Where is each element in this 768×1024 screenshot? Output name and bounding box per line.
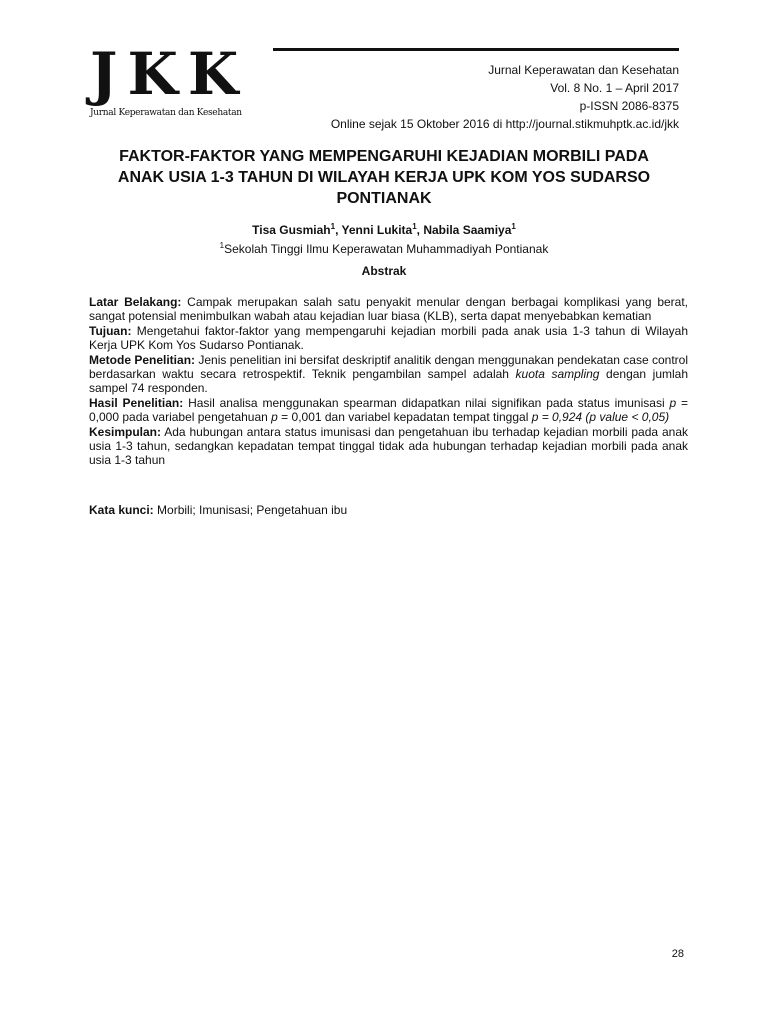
header-rule (273, 48, 679, 51)
article-title (80, 146, 688, 209)
journal-info (331, 61, 679, 133)
author-name: Yenni Lukita (341, 223, 413, 237)
section-italic: kuota sampling (515, 367, 600, 382)
section-text: Campak merupakan salah satu penyakit menular dengan berbagai komplikasi yang berat, sangat potensial menimbulkan wabah atau kejadian luar biasa (KLB), serta dapat menyebabkan kematian (89, 295, 688, 324)
logo-subtitle: Jurnal Keperawatan dan Kesehatan (90, 108, 242, 118)
abstract-background (89, 295, 688, 324)
journal-volume: Vol. 8 No. 1 – April 2017 (550, 81, 679, 95)
page-number: 28 (671, 948, 684, 960)
abstract-results (89, 396, 688, 425)
keywords-label: Kata kunci: (89, 503, 154, 517)
keywords (89, 503, 688, 517)
section-text: = 0,001 dan variabel kepadatan tempat tinggal (277, 410, 532, 425)
affil-mark: 1 (511, 222, 516, 231)
section-text: dengan jumlah sampel 74 responden. (89, 367, 689, 396)
journal-online: Online sejak 15 Oktober 2016 di http://journal.stikmuhptk.ac.id/jkk (330, 117, 679, 131)
author-names (80, 219, 688, 238)
section-label: Latar Belakang: (89, 295, 182, 309)
journal-issn: p-ISSN 2086-8375 (579, 99, 679, 113)
section-italic: p = 0,924 (p value < 0,05) (531, 410, 670, 425)
section-label: Hasil Penelitian: (89, 395, 184, 410)
section-label: Kesimpulan: (89, 424, 162, 439)
journal-logo (90, 40, 249, 118)
author-name: Nabila Saamiya (423, 223, 512, 237)
affil-mark: 1 (412, 222, 417, 231)
abstract-heading: Abstrak (361, 264, 407, 278)
affil-mark: 1 (330, 222, 336, 231)
keywords-text: Morbili; Imunisasi; Pengetahuan ibu (153, 503, 348, 517)
author-separator: , (335, 223, 342, 237)
section-text: Ada hubungan antara status imunisasi dan pengetahuan ibu terhadap kejadian morbili pada anak usia 1-3 tahun, sedangkan kepadatan tempat tinggal tidak ada hubungan terhadap kejadian morbili pada anak usia 1-3 tahun (89, 424, 688, 468)
p-symbol: p (271, 410, 278, 425)
abstract-conclusion (89, 425, 688, 468)
abstract-objective (89, 324, 688, 353)
section-text: Jenis penelitian ini bersifat deskriptif analitik dengan menggunakan pendekatan case control berdasarkan waktu secara retrospektif. Teknik pengambilan sampel adalah (89, 352, 688, 382)
author-separator: , (416, 223, 424, 237)
p-symbol: p (669, 395, 677, 410)
section-text: = 0,000 pada variabel pengetahuan (89, 395, 688, 425)
title-line: FAKTOR-FAKTOR YANG MEMPENGARUHI KEJADIAN MORBILI PADA (119, 148, 649, 165)
author-affiliation (80, 238, 688, 257)
abstract-body (89, 295, 688, 468)
author-name: Tisa Gusmiah (252, 223, 331, 237)
affil-mark: 1 (219, 241, 225, 250)
abstract-method (89, 353, 688, 396)
section-text: Hasil analisa menggunakan spearman didapatkan nilai signifikan pada status imunisasi (183, 395, 670, 410)
affiliation-text: Sekolah Tinggi Ilmu Keperawatan Muhammadiyah Pontianak (224, 242, 549, 256)
section-text: Mengetahui faktor-faktor yang mempengaruhi kejadian morbili pada anak usia 1-3 tahun di Wilayah Kerja UPK Kom Yos Sudarso Pontianak. (89, 323, 688, 353)
section-label: Metode Penelitian: (89, 352, 196, 367)
title-line: PONTIANAK (336, 190, 432, 207)
journal-name: Jurnal Keperawatan dan Kesehatan (488, 63, 679, 77)
title-line: ANAK USIA 1-3 TAHUN DI WILAYAH KERJA UPK KOM YOS SUDARSO (117, 169, 651, 186)
logo-letters: JKK (90, 40, 249, 108)
author-block (80, 219, 688, 257)
section-label: Tujuan: (89, 323, 132, 338)
